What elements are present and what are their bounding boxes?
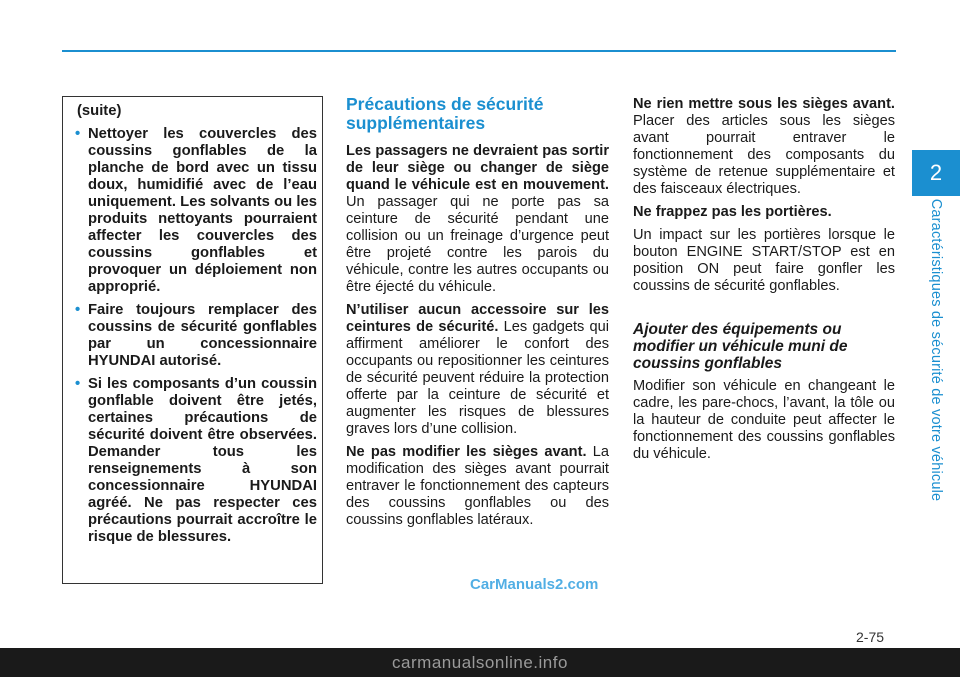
paragraph: [633, 204, 895, 221]
top-rule: [62, 50, 896, 52]
paragraph: [346, 302, 609, 438]
subsection-title: Ajouter des équipements ou modifier un véhicule muni de coussins gonflables: [633, 321, 848, 372]
watermark[interactable]: CarManuals2.com: [470, 576, 599, 593]
warning-item-text: Si les composants d’un coussin gonflable doivent être jetés, certaines précautions de sécurité doivent être observées. Demander tous les renseignements à son concessionnaire HYUNDAI agréé. Ne pas respecter ces précautions pourrait accroître le risque de blessures.: [88, 376, 317, 545]
chapter-number: 2: [929, 160, 943, 185]
right-column: [633, 96, 895, 469]
paragraph: Modifier son véhicule en changeant le cadre, les pare-chocs, l’avant, la tôle ou la hauteur de conduite peut affecter le fonctionnement des coussins gonflables du véhicule.: [633, 378, 895, 462]
bullet-icon: •: [75, 376, 81, 392]
warning-box: [62, 96, 323, 584]
middle-column: [346, 95, 609, 535]
paragraph: [346, 444, 609, 529]
paragraph: [633, 227, 895, 295]
bullet-icon: •: [75, 126, 81, 142]
section-title: Précautions de sécurité supplémentaires: [346, 94, 544, 133]
paragraph-body: Un impact sur les portières lorsque le bouton ENGINE START/STOP est en position ON peut faire gonfler les coussins de sécurité gonflables.: [633, 227, 895, 294]
paragraph-lead: N’utiliser aucun accessoire sur les ceintures de sécurité.: [346, 302, 609, 335]
warning-continued-label: (suite): [77, 103, 122, 119]
warning-list: [71, 126, 317, 546]
chapter-label: Caractéristiques de sécurité de votre véhicule: [928, 198, 944, 502]
footer-watermark[interactable]: carmanualsonline.info: [0, 648, 960, 677]
paragraph-body: Un passager qui ne porte pas sa ceinture de sécurité pendant une collision ou un freinage d’urgence peut être projeté contre les parois du véhicule, contre les autres occupants ou être éjecté du véhicule.: [346, 194, 609, 295]
warning-item-text: Nettoyer les couvercles des coussins gonflables de la planche de bord avec un tissu doux, humidifié avec de l’eau uniquement. Les solvants ou les produits nettoyants pourraient affecter les couvercles des coussins gonflables et provoquer un déploiement non approprié.: [88, 126, 317, 295]
paragraph-lead: Ne frappez pas les portières.: [633, 204, 832, 220]
warning-item: [71, 126, 317, 296]
page-number: 2-75: [856, 629, 885, 645]
chapter-tab: [912, 150, 960, 196]
paragraph: [633, 96, 895, 198]
warning-item: [71, 376, 317, 546]
paragraph-lead: Les passagers ne devraient pas sortir de leur siège ou changer de siège quand le véhicule est en mouvement.: [346, 143, 609, 193]
paragraph: [346, 143, 609, 296]
paragraph-body: Les gadgets qui affirment améliorer le confort des occupants ou repositionner les ceintures de sécurité peuvent réduire la protection offerte par la ceinture de sécurité et augmenter les risques de blessures graves lors d’une collision.: [346, 319, 609, 437]
warning-item: [71, 302, 317, 370]
paragraph-body: La modification des sièges avant pourrait entraver le fonctionnement des capteurs des coussins gonflables ou des coussins gonflables latéraux.: [346, 444, 609, 528]
paragraph-lead: Ne pas modifier les sièges avant.: [346, 444, 587, 460]
bullet-icon: •: [75, 302, 81, 318]
paragraph-lead: Ne rien mettre sous les sièges avant.: [633, 96, 895, 112]
warning-item-text: Faire toujours remplacer des coussins de sécurité gonflables par un concessionnaire HYUNDAI autorisé.: [88, 302, 317, 369]
paragraph-body: Placer des articles sous les sièges avant pourrait entraver le fonctionnement des composants du système de retenue supplémentaire et des faisceaux électriques.: [633, 113, 895, 197]
